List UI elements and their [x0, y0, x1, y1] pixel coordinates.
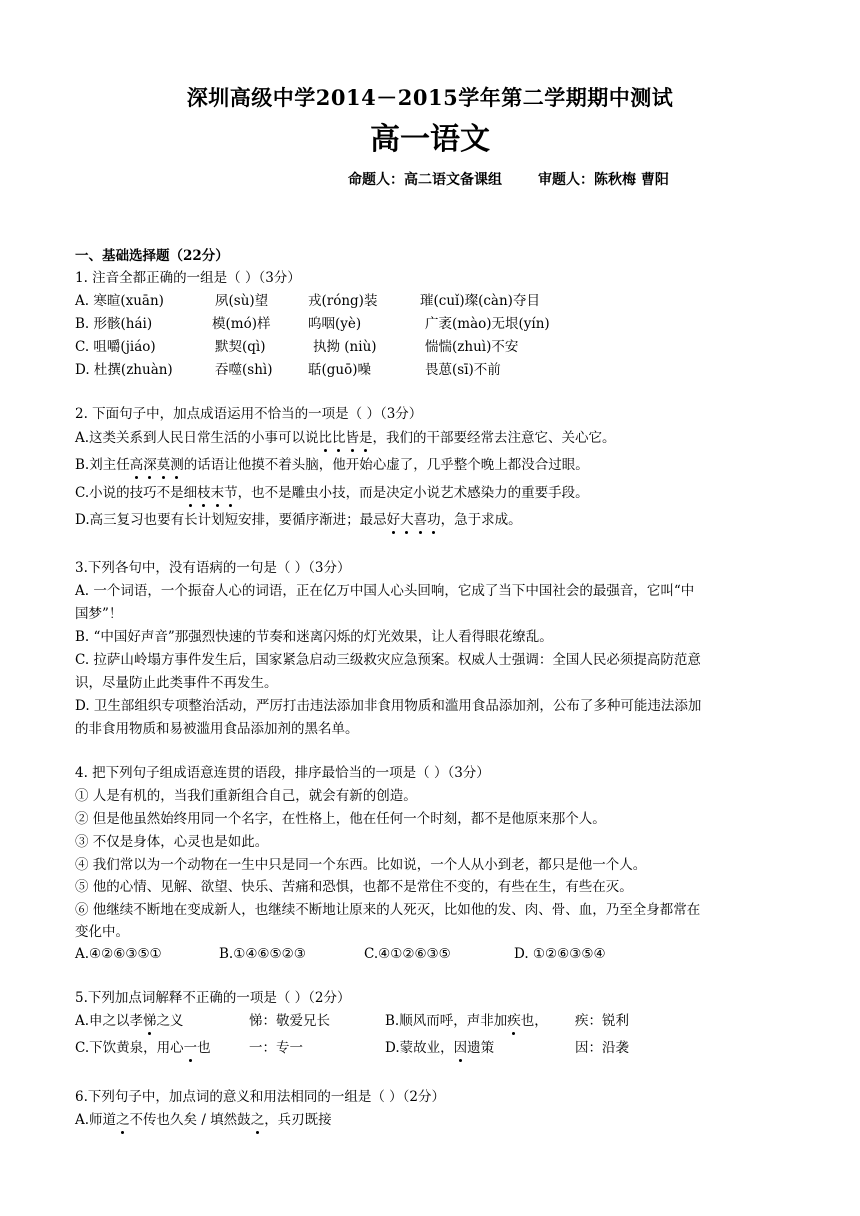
- q2-b-text: B.刘主任: [75, 457, 130, 473]
- q1-c-2: 默契(qì): [215, 339, 266, 355]
- q5-d-dotted: [454, 1040, 468, 1056]
- q6-a-text-end: ，兵刃既接: [264, 1112, 332, 1128]
- q3-line: B. “中国好声音”那强烈快速的节奏和迷离闪烁的灯光效果，让人看得眼花缭乱。: [75, 629, 553, 645]
- q1-row-c: [75, 337, 835, 357]
- q1-b-3: 呜咽(yè): [308, 316, 362, 332]
- q5-option-d: [385, 1038, 494, 1058]
- dotted-char: 测: [170, 457, 184, 473]
- q5-stem: 5.下列加点词解释不正确的一项是（ ）（2分）: [75, 990, 351, 1006]
- q4-choices: [75, 944, 775, 964]
- q5-row-ab: [75, 1011, 775, 1031]
- q1-c-3: 执拗 (niù): [313, 339, 377, 355]
- dotted-char: 细: [183, 485, 198, 501]
- reviewer: 审题人：陈秋梅 曹阳: [538, 172, 669, 188]
- q2-d-dotted: [387, 512, 441, 528]
- q2-c-text-end: ，也不是雕虫小技，而是决定小说艺术感染力的重要手段。: [237, 485, 589, 501]
- q4-sentence: ⑤ 他的心情、见解、欲望、快乐、苦痛和恐惧，也都不是常住不变的，有些在生，有些在灭。: [75, 879, 633, 895]
- q5-b-dotted: [507, 1013, 521, 1029]
- q1-stem: 1. 注音全都正确的一组是（ ）（3分）: [75, 270, 301, 286]
- q1-d-3: 聒(guō)噪: [308, 362, 371, 378]
- q2-b-text-end: 的话语让他摸不着头脑，他开始心虚了，几乎整个晚上都没合过眼。: [183, 457, 589, 473]
- q5-option-c: [75, 1038, 211, 1058]
- q5-a-gloss: 悌：敬爱兄长: [249, 1013, 330, 1029]
- dotted-char: 节: [224, 485, 238, 501]
- dotted-char: 功: [427, 512, 441, 528]
- q6-a-dotted: [116, 1112, 130, 1128]
- q1-row-a: [75, 291, 835, 311]
- dotted-char: 好: [386, 512, 401, 528]
- q1-c-4: 惴惴(zhuì)不安: [425, 339, 519, 355]
- q6-a-dotted-2: [251, 1112, 265, 1128]
- dotted-char: 莫: [156, 457, 171, 473]
- q1-d-4: 畏葸(sī)不前: [425, 362, 501, 378]
- q2-b-dotted: [130, 457, 184, 473]
- q5-d-text: D.蒙故业，: [385, 1040, 454, 1056]
- dotted-char: 比: [332, 430, 346, 446]
- q4-sentence: ⑥ 他继续不断地在变成新人，也继续不断地让原来的人死灭，比如他的发、肉、骨、血，乃至全身都常在: [75, 902, 701, 918]
- q4-choice-c: C.④①②⑥③⑤: [364, 946, 451, 962]
- q1-b-4: 广袤(mào)无垠(yín): [425, 316, 550, 332]
- q5-c-text: C.下饮黄泉，用心: [75, 1040, 184, 1056]
- dotted-char: 喜: [413, 512, 428, 528]
- q1-a-2: 夙(sù)望: [215, 293, 269, 309]
- q5-c-dotted: [184, 1040, 198, 1056]
- dotted-char: 比: [318, 430, 333, 446]
- q4-choice-d: D. ①②⑥③⑤④: [514, 946, 606, 962]
- q6-a-text-mid: 不传也久矣 / 填然鼓: [129, 1112, 251, 1128]
- authors-line: [348, 169, 669, 189]
- dotted-char: 之: [116, 1112, 130, 1128]
- q5-b-gloss: 疾：锐利: [575, 1013, 629, 1029]
- q2-stem: 2. 下面句子中，加点成语运用不恰当的一项是（ ）（3分）: [75, 406, 423, 422]
- q4-stem: 4. 把下列句子组成语意连贯的语段，排序最恰当的一项是（ ）（3分）: [75, 765, 490, 781]
- q3-line: 的非食用物质和易被滥用食品添加剂的黑名单。: [75, 721, 359, 737]
- q6-stem: 6.下列句子中，加点词的意义和用法相同的一组是（ ）（2分）: [75, 1089, 446, 1105]
- dotted-char: 末: [210, 485, 225, 501]
- q5-a-text: A.申之以孝: [75, 1013, 144, 1029]
- q4-choice-a: A.④②⑥③⑤①: [75, 946, 162, 962]
- q4-sentence: ④ 我们常以为一个动物在一生中只是同一个东西。比如说，一个人从小到老，都只是他一个人。: [75, 857, 647, 873]
- q5-row-cd: [75, 1038, 775, 1058]
- q5-c-gloss: 一：专一: [249, 1040, 303, 1056]
- dotted-char: 大: [400, 512, 414, 528]
- q2-option-a: [75, 428, 616, 448]
- section-heading: 一、基础选择题（22分）: [75, 248, 229, 264]
- q2-a-text-end: ，我们的干部要经常去注意它、关心它。: [372, 430, 616, 446]
- subject-title: 高一语文: [370, 122, 490, 157]
- q3-line: C. 拉萨山岭塌方事件发生后，国家紧急启动三级救灾应急预案。权威人士强调：全国人民必须提高防范意: [75, 652, 701, 668]
- q2-a-dotted: [319, 430, 373, 446]
- q4-sentence: ③ 不仅是身体，心灵也是如此。: [75, 834, 269, 850]
- q5-b-text-end: 也，: [520, 1013, 548, 1029]
- q5-c-text-end: 也: [197, 1040, 211, 1056]
- q1-row-b: [75, 314, 835, 334]
- q2-option-c: [75, 483, 589, 503]
- q3-line: A. 一个词语，一个振奋人心的词语，正在亿万中国人心头回响，它成了当下中国社会的最强音，它叫“中: [75, 583, 695, 599]
- exam-title: 深圳高级中学2014－2015学年第二学期期中测试: [186, 85, 674, 110]
- q1-d-1: D. 杜撰(zhuàn): [75, 362, 173, 378]
- q5-option-a: [75, 1011, 184, 1031]
- q2-d-text: D.高三复习也要有长计划短安排，要循序渐进；最忌: [75, 512, 387, 528]
- q3-stem: 3.下列各句中，没有语病的一句是（ ）（3分）: [75, 560, 351, 576]
- q5-d-gloss: 因：沿袭: [575, 1040, 629, 1056]
- q2-a-text: A.这类关系到人民日常生活的小事可以说: [75, 430, 319, 446]
- q1-a-1: A. 寒暄(xuān): [75, 293, 164, 309]
- q5-a-text-end: 之义: [156, 1013, 184, 1029]
- dotted-char: 悌: [143, 1013, 157, 1029]
- q5-a-dotted: [143, 1013, 157, 1029]
- q4-sentence: ② 但是他虽然始终用同一个名字，在性格上，他在任何一个时刻，都不是他原来那个人。: [75, 811, 606, 827]
- dotted-char: 高: [129, 457, 144, 473]
- q2-c-text: C.小说的技巧不是: [75, 485, 184, 501]
- q1-b-1: B. 形骸(hái): [75, 316, 153, 332]
- q3-line: 识，尽量防止此类事件不再发生。: [75, 675, 278, 691]
- q1-c-1: C. 咀嚼(jiáo): [75, 339, 156, 355]
- q4-sentence: 变化中。: [75, 924, 129, 940]
- q4-sentence: ① 人是有机的，当我们重新组合自己，就会有新的创造。: [75, 788, 417, 804]
- q1-a-3: 戎(róng)装: [308, 293, 378, 309]
- q1-b-2: 模(mó)样: [212, 316, 271, 332]
- q4-choice-b: B.①④⑥⑤②③: [219, 946, 306, 962]
- q5-d-text-end: 遗策: [467, 1040, 495, 1056]
- q1-d-2: 吞噬(shì): [215, 362, 273, 378]
- dotted-char: 一: [183, 1040, 198, 1056]
- q2-d-text-end: ，急于求成。: [440, 512, 522, 528]
- dotted-char: 深: [143, 457, 157, 473]
- q5-b-text: B.顺风而呼，声非加: [385, 1013, 508, 1029]
- dotted-char: 之: [250, 1112, 265, 1128]
- q1-a-4: 璀(cuǐ)璨(càn)夺目: [420, 293, 540, 309]
- q6-a-text: A.师道: [75, 1112, 117, 1128]
- q3-line: D. 卫生部组织专项整治活动，严厉打击违法添加非食用物质和滥用食品添加剂，公布了多种可能违法添加: [75, 698, 702, 714]
- q2-option-d: [75, 510, 522, 530]
- q2-option-b: [75, 455, 589, 475]
- dotted-char: 因: [453, 1040, 468, 1056]
- dotted-char: 皆: [345, 430, 360, 446]
- q6-option-a: [75, 1110, 332, 1130]
- dotted-char: 枝: [197, 485, 211, 501]
- q2-c-dotted: [184, 485, 238, 501]
- q3-line: 国梦”！: [75, 606, 123, 622]
- q1-row-d: [75, 360, 835, 380]
- setter: 命题人：高二语文备课组: [348, 172, 502, 188]
- dotted-char: 是: [359, 430, 373, 446]
- dotted-char: 疾: [507, 1013, 521, 1029]
- q5-option-b: [385, 1011, 548, 1031]
